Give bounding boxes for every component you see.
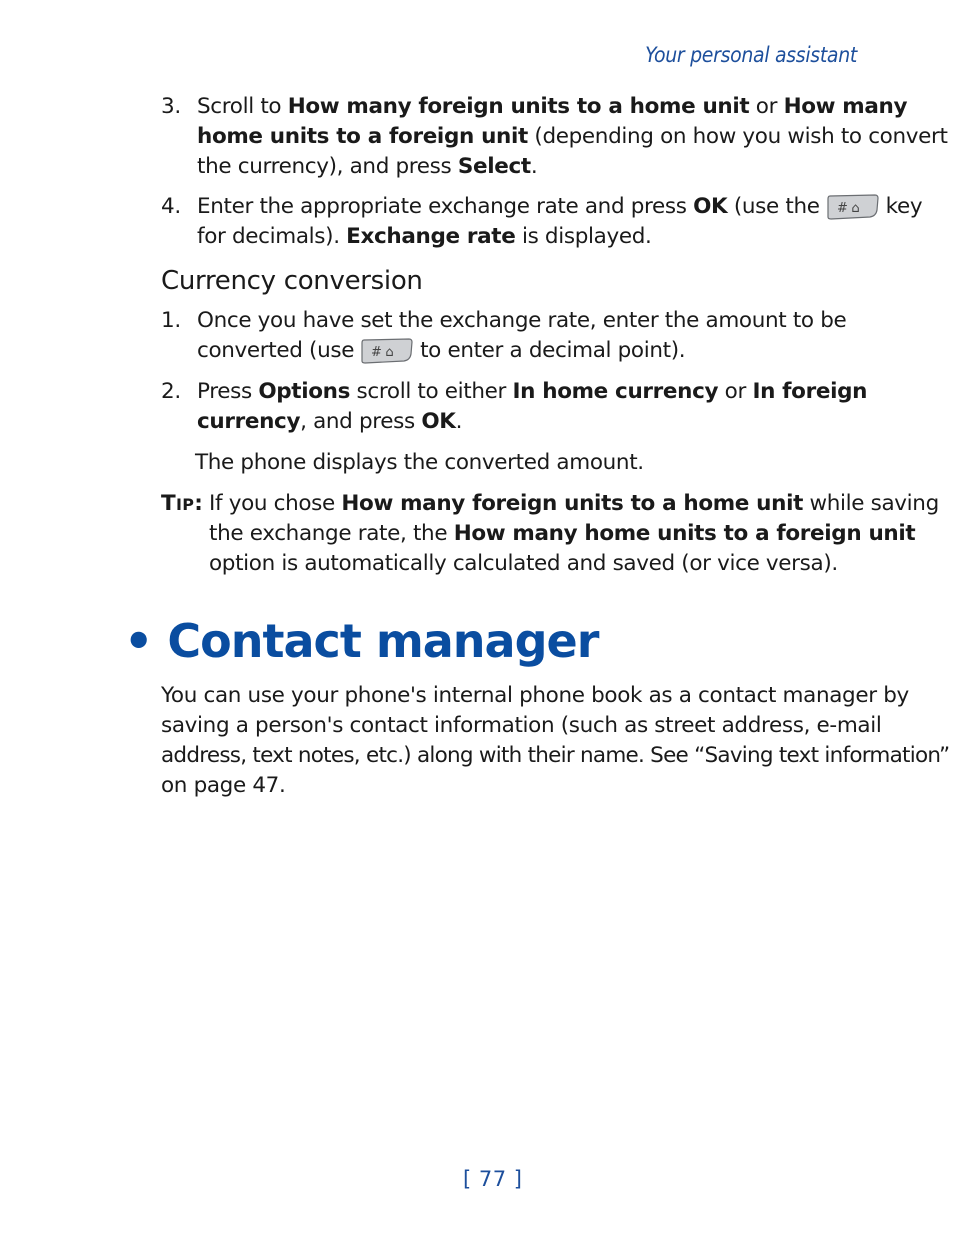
chapter-heading — [124, 614, 598, 668]
step-number: 4. — [161, 194, 181, 219]
tip-line: the exchange rate, the How many home units to a foreign unit — [209, 521, 916, 546]
step-number: 1. — [161, 308, 181, 333]
step-text — [197, 306, 846, 366]
hash-key-icon — [826, 193, 880, 221]
step-line: Scroll to How many foreign units to a home unit or How many — [197, 94, 908, 119]
step-line: Once you have set the exchange rate, enter the amount to be — [197, 308, 847, 333]
hash-key-icon — [360, 337, 414, 365]
result-text: The phone displays the converted amount. — [195, 450, 644, 475]
svg-text:# ⌂: # ⌂ — [836, 201, 859, 216]
body-line: saving a person's contact information (such as street address, e-mail — [161, 713, 882, 738]
step-text — [197, 377, 867, 437]
step-text — [197, 192, 922, 252]
heading-bullet: • — [124, 614, 153, 668]
svg-text:# ⌂: # ⌂ — [371, 345, 394, 360]
running-header: Your personal assistant — [645, 43, 857, 67]
step-line: for decimals). Exchange rate is displayed. — [197, 224, 652, 249]
tip-line: If you chose How many foreign units to a home unit while saving — [209, 491, 939, 516]
tip-line: option is automatically calculated and saved (or vice versa). — [209, 551, 838, 576]
step-line: currency, and press OK. — [197, 409, 463, 434]
chapter-title: Contact manager — [167, 614, 599, 668]
body-line: on page 47. — [161, 773, 286, 798]
chapter-body — [161, 681, 949, 801]
step-line: Enter the appropriate exchange rate and press OK (use the # ⌂ key — [197, 194, 923, 219]
step-number: 2. — [161, 379, 181, 404]
step-line: Press Options scroll to either In home currency or In foreign — [197, 379, 868, 404]
step-text — [197, 92, 948, 182]
page-number: [ 77 ] — [463, 1167, 523, 1191]
body-line: address, text notes, etc.) along with their name. See “Saving text information” — [161, 743, 950, 768]
step-line: the currency), and press Select. — [197, 154, 538, 179]
step-line: converted (use # ⌂ to enter a decimal point). — [197, 338, 686, 363]
tip-text — [209, 489, 939, 579]
section-heading: Currency conversion — [161, 266, 423, 296]
tip-label: TIP: — [161, 491, 204, 516]
body-line: You can use your phone's internal phone book as a contact manager by — [161, 683, 909, 708]
step-number: 3. — [161, 94, 181, 119]
step-line: home units to a foreign unit (depending on how you wish to convert — [197, 124, 948, 149]
